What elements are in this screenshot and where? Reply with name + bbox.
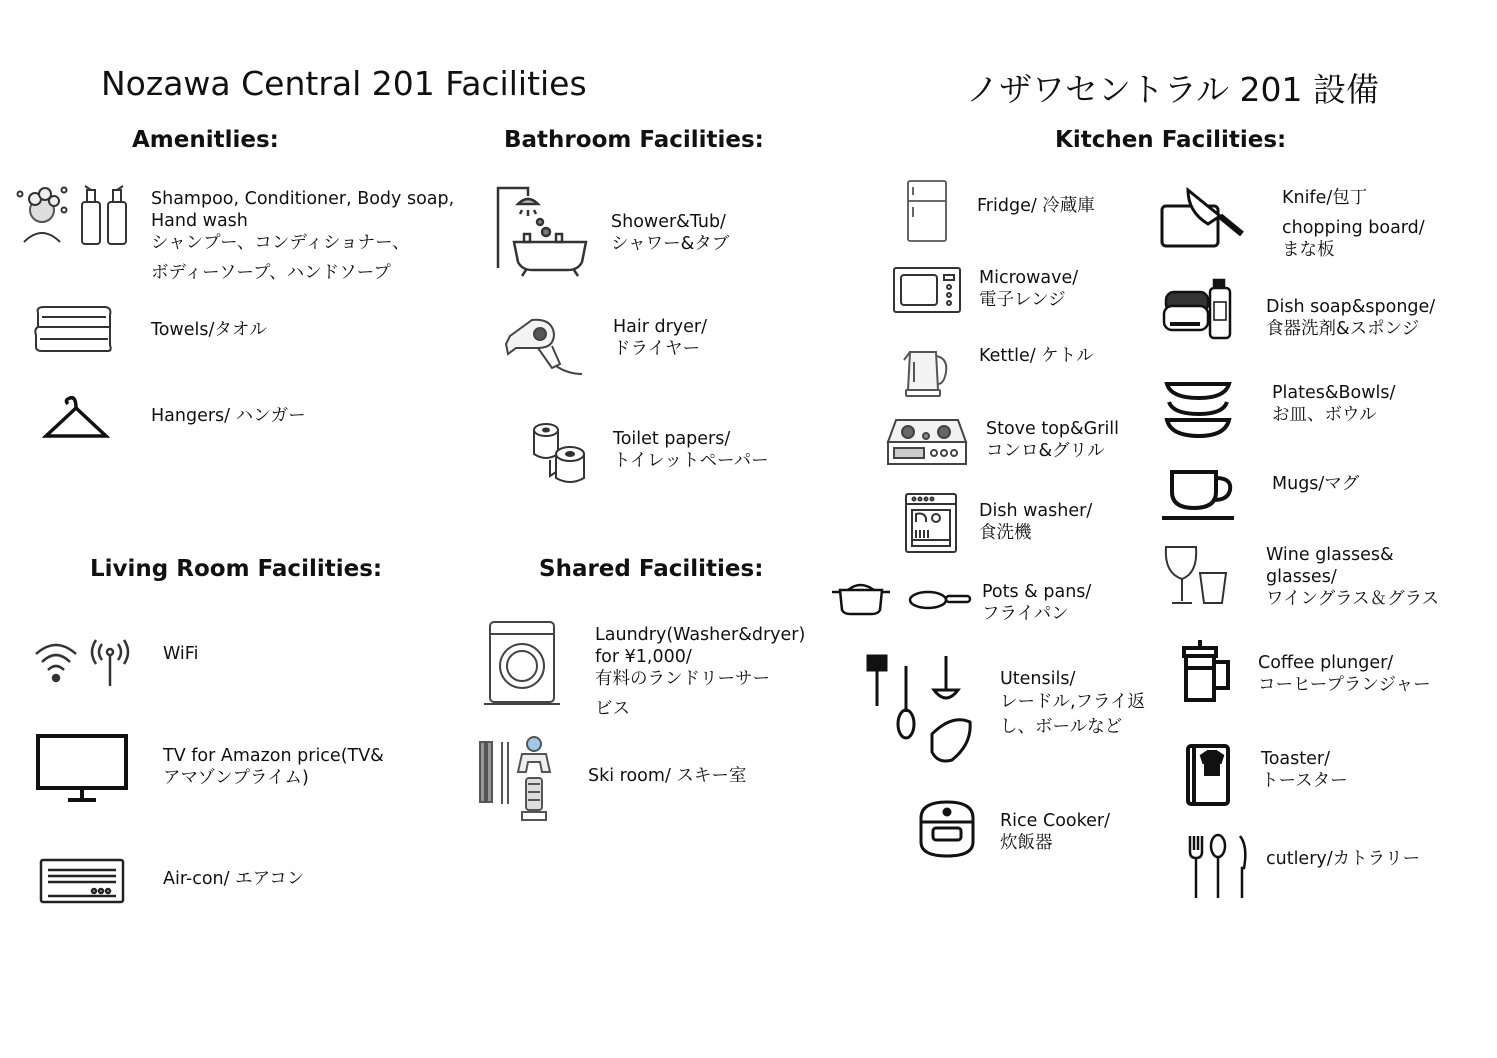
item-pots <box>982 581 1091 625</box>
item-stove-line2: コンロ&グリル <box>986 441 1105 461</box>
item-laundry-line4: ビス <box>595 699 630 719</box>
item-wifi <box>163 643 198 665</box>
item-stove <box>986 418 1119 462</box>
item-ricecooker-line1: Rice Cooker/ <box>1000 811 1110 831</box>
cutlery-icon <box>1186 832 1250 902</box>
item-kettle-line1: Kettle/ ケトル <box>979 346 1094 366</box>
item-microwave-line2: 電子レンジ <box>979 290 1066 310</box>
item-knife-line3: まな板 <box>1282 240 1335 260</box>
item-toaster-line2: トースター <box>1261 771 1348 791</box>
item-fridge-line1: Fridge/ 冷蔵庫 <box>977 196 1095 216</box>
item-cutlery <box>1266 848 1420 870</box>
item-utensils-line2: レードル,フライ返 <box>1000 692 1146 712</box>
title-english: Nozawa Central 201 Facilities <box>101 64 587 103</box>
item-shampoo-line1: Shampoo, Conditioner, Body soap, <box>151 189 455 209</box>
fridge-icon <box>905 179 949 243</box>
laundry-machine-icon <box>484 618 560 708</box>
wine-glasses-icon <box>1162 543 1232 609</box>
tv-icon <box>34 730 130 806</box>
item-shampoo-line2: Hand wash <box>151 211 248 231</box>
rice-cooker-icon <box>915 798 979 860</box>
item-hairdryer <box>613 316 707 360</box>
item-kettle <box>979 345 1094 367</box>
knife-board-icon <box>1158 184 1248 250</box>
stove-icon <box>886 416 968 468</box>
item-utensils <box>1000 668 1145 738</box>
item-stove-line1: Stove top&Grill <box>986 419 1120 439</box>
item-hairdryer-line2: ドライヤー <box>613 339 700 359</box>
item-dishsoap-line2: 食器洗剤&スポンジ <box>1266 319 1420 339</box>
item-aircon-line1: Air-con/ エアコン <box>163 869 305 889</box>
mug-icon <box>1160 466 1238 524</box>
item-laundry-line2: for ¥1,000/ <box>595 647 692 667</box>
item-shampoo-line3: シャンプー、コンディショナー、 <box>151 233 410 253</box>
item-knife <box>1282 187 1425 261</box>
item-laundry-line1: Laundry(Washer&dryer) <box>595 625 806 645</box>
item-laundry-line3: 有料のランドリーサー <box>595 669 770 689</box>
item-toaster <box>1261 748 1348 792</box>
wifi-icon <box>30 636 140 690</box>
heading-bathroom: Bathroom Facilities: <box>504 127 764 153</box>
item-toilet <box>613 428 769 472</box>
shower-tub-icon <box>490 182 590 278</box>
item-mugs-line1: Mugs/マグ <box>1272 474 1360 494</box>
toilet-paper-icon <box>528 420 592 486</box>
item-coffee-line1: Coffee plunger/ <box>1258 653 1394 673</box>
item-plates-line2: お皿、ボウル <box>1272 405 1377 425</box>
hanger-icon <box>42 392 110 442</box>
item-ricecooker <box>1000 810 1110 854</box>
heading-kitchen: Kitchen Facilities: <box>1055 127 1287 153</box>
item-hangers <box>151 405 306 427</box>
utensils-icon <box>862 652 974 770</box>
item-dishwasher <box>979 500 1092 544</box>
item-wine-line1: Wine glasses& <box>1266 545 1394 565</box>
item-toilet-line2: トイレットペーパー <box>613 451 769 471</box>
item-dishsoap-line1: Dish soap&sponge/ <box>1266 297 1436 317</box>
item-shampoo-line4: ボディーソープ、ハンドソープ <box>151 263 391 283</box>
item-dishsoap <box>1266 296 1435 340</box>
heading-amenities: Amenitlies: <box>132 127 279 153</box>
item-knife-line1: Knife/包丁 <box>1282 188 1368 208</box>
item-skiroom-line1: Ski room/ スキー室 <box>588 766 747 786</box>
hair-dryer-icon <box>502 314 586 378</box>
item-tv <box>163 745 384 789</box>
item-toaster-line1: Toaster/ <box>1261 749 1330 769</box>
item-wine <box>1266 544 1439 610</box>
pots-pans-icon <box>830 578 974 618</box>
air-conditioner-icon <box>38 856 126 906</box>
ski-room-icon <box>476 734 562 826</box>
item-tv-line2: アマゾンプライム) <box>163 768 309 788</box>
item-shower-line2: シャワー&タブ <box>611 234 730 254</box>
item-pots-line2: フライパン <box>982 604 1069 624</box>
item-coffee <box>1258 652 1431 696</box>
coffee-plunger-icon <box>1178 638 1234 706</box>
toaster-icon <box>1184 742 1234 810</box>
towels-icon <box>32 305 114 353</box>
heading-shared: Shared Facilities: <box>539 556 764 582</box>
item-wifi-line1: WiFi <box>163 644 199 664</box>
item-laundry <box>595 624 805 720</box>
item-plates <box>1272 382 1395 426</box>
item-tv-line1: TV for Amazon price(TV& <box>163 746 384 766</box>
kettle-icon <box>900 344 950 398</box>
item-wine-line3: ワイングラス＆グラス <box>1266 589 1440 609</box>
heading-living-room: Living Room Facilities: <box>90 556 383 582</box>
dish-soap-sponge-icon <box>1160 276 1238 342</box>
item-utensils-line1: Utensils/ <box>1000 669 1076 689</box>
item-pots-line1: Pots & pans/ <box>982 582 1092 602</box>
item-toilet-line1: Toilet papers/ <box>613 429 731 449</box>
item-towels-line1: Towels/タオル <box>151 320 267 340</box>
item-shower <box>611 211 729 255</box>
item-towels <box>151 319 267 341</box>
item-shower-line1: Shower&Tub/ <box>611 212 726 232</box>
item-dishwasher-line1: Dish washer/ <box>979 501 1093 521</box>
item-microwave <box>979 267 1078 311</box>
item-ricecooker-line2: 炊飯器 <box>1000 833 1053 853</box>
item-aircon <box>163 868 304 890</box>
item-utensils-line3: し、ボールなど <box>1000 717 1123 737</box>
item-mugs <box>1272 473 1359 495</box>
item-plates-line1: Plates&Bowls/ <box>1272 383 1396 403</box>
item-hairdryer-line1: Hair dryer/ <box>613 317 708 337</box>
title-japanese: ノザワセントラル 201 設備 <box>966 70 1379 109</box>
dishwasher-icon <box>904 492 958 554</box>
item-coffee-line2: コーヒープランジャー <box>1258 675 1431 695</box>
item-shampoo <box>151 188 454 284</box>
item-fridge <box>977 195 1095 217</box>
item-dishwasher-line2: 食洗機 <box>979 523 1032 543</box>
microwave-icon <box>892 265 962 315</box>
shampoo-icon <box>14 182 132 248</box>
item-wine-line2: glasses/ <box>1266 567 1337 587</box>
item-skiroom <box>588 765 746 787</box>
item-cutlery-line1: cutlery/カトラリー <box>1266 849 1421 869</box>
plates-bowls-icon <box>1163 378 1233 442</box>
item-hangers-line1: Hangers/ ハンガー <box>151 406 306 426</box>
item-knife-line2: chopping board/ <box>1282 218 1425 238</box>
item-microwave-line1: Microwave/ <box>979 268 1079 288</box>
